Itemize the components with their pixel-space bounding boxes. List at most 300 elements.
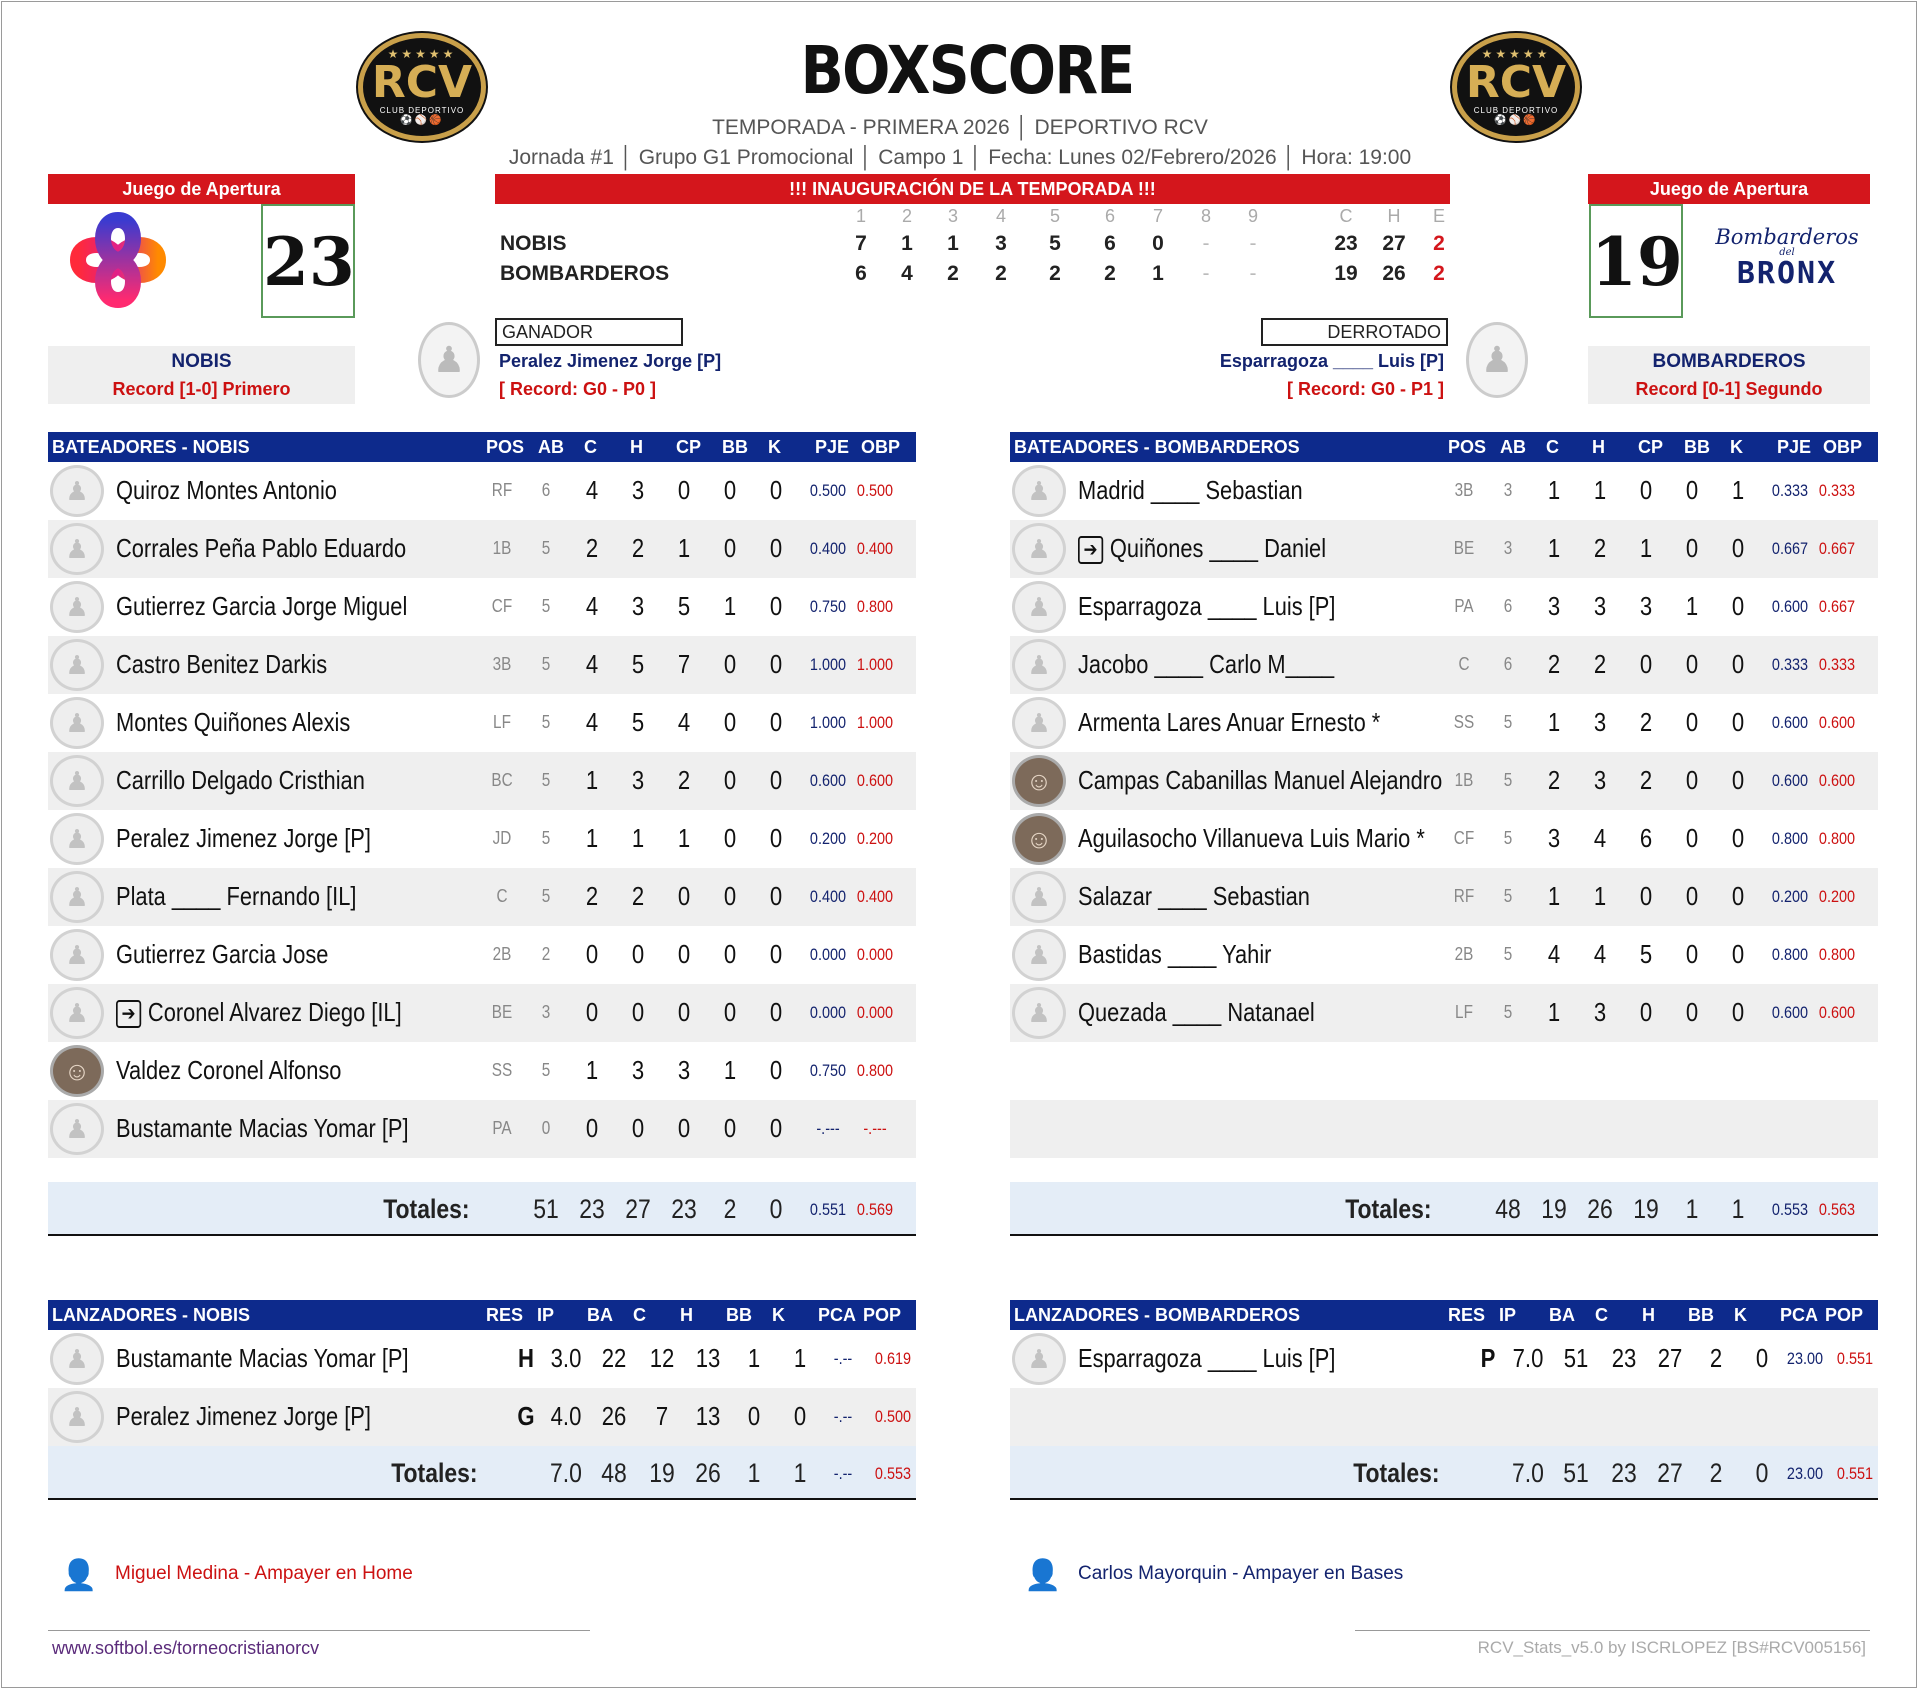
umpire-icon: 👤 bbox=[1024, 1559, 1062, 1592]
inning-header: 8 bbox=[1200, 206, 1211, 226]
column-header: K bbox=[1734, 1305, 1747, 1325]
stat-bb: 0 bbox=[1685, 649, 1699, 679]
away-batting-table bbox=[1010, 432, 1878, 1236]
stat-ab: 5 bbox=[541, 596, 551, 616]
stat-ab: 2 bbox=[541, 944, 551, 964]
table-row[interactable] bbox=[48, 752, 916, 810]
total-ab: 48 bbox=[1495, 1194, 1521, 1224]
player-name-text: Castro Benitez Darkis bbox=[116, 649, 328, 679]
total-errors: 2 bbox=[1433, 262, 1445, 285]
bronx-logo-main: BRONX bbox=[1736, 256, 1838, 291]
player-name-text: Plata ____ Fernando [IL] bbox=[116, 881, 357, 911]
column-header: C bbox=[1595, 1305, 1608, 1325]
stat-cp: 0 bbox=[677, 475, 691, 505]
player-name-text: Armenta Lares Anuar Ernesto * bbox=[1078, 707, 1381, 737]
stat-pos: CF bbox=[1453, 828, 1475, 848]
stat-c: 2 bbox=[585, 533, 599, 563]
stat-pop: 0.500 bbox=[874, 1407, 912, 1426]
stat-k: 0 bbox=[769, 823, 783, 853]
stat-cp: 0 bbox=[677, 997, 691, 1027]
stat-ab: 5 bbox=[541, 538, 551, 558]
player-avatar-icon: ♟ bbox=[1012, 581, 1066, 633]
stat-pje: 1.000 bbox=[809, 713, 847, 732]
totals-label: Totales: bbox=[1345, 1194, 1432, 1224]
player-name[interactable] bbox=[1078, 533, 1326, 564]
table-row[interactable] bbox=[48, 1042, 916, 1100]
stat-ab: 5 bbox=[1503, 770, 1513, 790]
rcv-logo-left bbox=[358, 33, 486, 141]
inning-runs: 1 bbox=[947, 232, 959, 255]
player-photo: ☺ bbox=[1012, 813, 1066, 865]
stat-k: 0 bbox=[769, 881, 783, 911]
player-name[interactable] bbox=[1078, 997, 1315, 1028]
bronx-logo-del: del bbox=[1779, 247, 1795, 258]
stat-h: 2 bbox=[631, 533, 645, 563]
player-name[interactable] bbox=[1078, 707, 1380, 738]
winner-avatar-icon: ♟ bbox=[418, 322, 480, 398]
inning-header: 6 bbox=[1104, 206, 1115, 226]
column-header: POP bbox=[1825, 1305, 1864, 1325]
stat-bb: 1 bbox=[747, 1343, 761, 1373]
empty-row bbox=[1010, 1100, 1878, 1158]
total-cp: 19 bbox=[1633, 1194, 1659, 1224]
table-row[interactable] bbox=[48, 868, 916, 926]
table-row[interactable] bbox=[1010, 984, 1878, 1042]
inning-runs: 2 bbox=[1104, 262, 1116, 285]
player-avatar-icon: ♟ bbox=[50, 929, 104, 981]
stat-pje: 0.750 bbox=[809, 597, 847, 616]
player-name[interactable] bbox=[1078, 475, 1303, 506]
stat-obp: 0.800 bbox=[1818, 945, 1856, 964]
inning-runs: - bbox=[1249, 262, 1257, 285]
inning-runs: 6 bbox=[855, 262, 867, 285]
stat-pje: 0.333 bbox=[1771, 481, 1809, 500]
total-bb: 1 bbox=[1685, 1194, 1699, 1224]
column-header: H bbox=[1592, 437, 1605, 457]
table-header bbox=[1010, 432, 1878, 462]
player-name-text: Peralez Jimenez Jorge [P] bbox=[116, 823, 371, 853]
inning-header: 7 bbox=[1152, 206, 1163, 226]
stat-pje: 0.600 bbox=[1771, 597, 1809, 616]
column-header: RES bbox=[486, 1305, 524, 1325]
stat-k: 0 bbox=[1731, 823, 1745, 853]
stat-cp: 5 bbox=[1639, 939, 1653, 969]
stat-h: 2 bbox=[631, 881, 645, 911]
table-row[interactable] bbox=[48, 1330, 916, 1388]
stat-cp: 2 bbox=[1639, 707, 1653, 737]
stat-obp: 0.600 bbox=[1818, 713, 1856, 732]
player-name[interactable] bbox=[116, 533, 406, 564]
stat-ab: 5 bbox=[541, 1060, 551, 1080]
stat-pje: 0.800 bbox=[1771, 945, 1809, 964]
player-name[interactable] bbox=[1078, 649, 1334, 680]
stat-pje: 0.750 bbox=[809, 1061, 847, 1080]
stat-k: 0 bbox=[769, 649, 783, 679]
stat-ba: 51 bbox=[1563, 1343, 1589, 1373]
stat-pje: 0.000 bbox=[809, 1003, 847, 1022]
stat-pos: CF bbox=[491, 596, 513, 616]
away-team-card bbox=[1588, 346, 1870, 404]
inning-runs: 7 bbox=[855, 232, 867, 255]
player-name-text: Campas Cabanillas Manuel Alejandro bbox=[1078, 765, 1443, 795]
total-ba: 51 bbox=[1563, 1458, 1589, 1488]
stat-bb: 1 bbox=[723, 591, 737, 621]
player-name[interactable] bbox=[116, 475, 337, 506]
stat-pos: C bbox=[1458, 654, 1470, 674]
table-row[interactable] bbox=[48, 462, 916, 520]
stat-k: 0 bbox=[769, 475, 783, 505]
table-row[interactable] bbox=[1010, 926, 1878, 984]
player-avatar-icon: ♟ bbox=[50, 987, 104, 1039]
umpire-bases: Carlos Mayorquin - Ampayer en Bases bbox=[1078, 1563, 1404, 1584]
stat-cp: 1 bbox=[677, 823, 691, 853]
total-h: 27 bbox=[1657, 1458, 1683, 1488]
column-header: OBP bbox=[861, 437, 901, 457]
player-avatar-icon: ♟ bbox=[50, 697, 104, 749]
stat-obp: 0.000 bbox=[856, 945, 894, 964]
total-pca: 23.00 bbox=[1786, 1464, 1824, 1483]
column-header: CP bbox=[676, 437, 702, 457]
stat-pos: SS bbox=[1453, 712, 1475, 732]
home-game-label: Juego de Apertura bbox=[48, 174, 355, 204]
player-name-text: Bustamante Macias Yomar [P] bbox=[116, 1343, 409, 1373]
stat-h: 3 bbox=[631, 765, 645, 795]
totals-row bbox=[1010, 1182, 1878, 1236]
inning-runs: 4 bbox=[901, 262, 913, 285]
column-header: PJE bbox=[1777, 437, 1812, 457]
stat-pca: -.-- bbox=[833, 1349, 853, 1368]
stat-obp: 0.333 bbox=[1818, 481, 1856, 500]
player-avatar-icon: ♟ bbox=[1012, 523, 1066, 575]
total-ip: 7.0 bbox=[550, 1458, 582, 1488]
stat-h: 5 bbox=[631, 649, 645, 679]
inning-runs: 1 bbox=[1152, 262, 1164, 285]
player-name[interactable] bbox=[116, 1055, 341, 1086]
stat-obp: 0.333 bbox=[1818, 655, 1856, 674]
player-avatar-icon: ♟ bbox=[1012, 639, 1066, 691]
stat-bb: 0 bbox=[1685, 823, 1699, 853]
stat-cp: 3 bbox=[1639, 591, 1653, 621]
stat-pca: 23.00 bbox=[1786, 1349, 1824, 1368]
stat-ab: 5 bbox=[541, 886, 551, 906]
stat-pos: SS bbox=[491, 1060, 513, 1080]
stat-cp: 0 bbox=[677, 939, 691, 969]
stat-k: 0 bbox=[769, 997, 783, 1027]
stat-c: 2 bbox=[1547, 649, 1561, 679]
stat-pop: 0.551 bbox=[1836, 1349, 1874, 1368]
player-avatar-icon: ♟ bbox=[1012, 465, 1066, 517]
stat-obp: 0.200 bbox=[1818, 887, 1856, 906]
player-name[interactable] bbox=[116, 881, 356, 912]
stat-k: 1 bbox=[1731, 475, 1745, 505]
column-header: PCA bbox=[818, 1305, 857, 1325]
total-header: E bbox=[1432, 206, 1445, 226]
stat-pos: 1B bbox=[492, 538, 512, 558]
table-row[interactable] bbox=[1010, 636, 1878, 694]
total-ab: 51 bbox=[533, 1194, 559, 1224]
stat-cp: 0 bbox=[1639, 881, 1653, 911]
stat-c: 1 bbox=[1547, 533, 1561, 563]
stat-ab: 5 bbox=[1503, 1002, 1513, 1022]
player-name-text: Madrid ____ Sebastian bbox=[1078, 475, 1303, 505]
player-name[interactable] bbox=[116, 591, 407, 622]
substitute-arrow-icon: ➔ bbox=[1078, 536, 1103, 564]
player-name-text: Valdez Coronel Alfonso bbox=[116, 1055, 342, 1085]
table-row[interactable] bbox=[1010, 810, 1878, 868]
inning-runs: - bbox=[1249, 232, 1257, 255]
away-score: 19 bbox=[1589, 204, 1683, 318]
table-row[interactable] bbox=[48, 1100, 916, 1158]
bronx-logo bbox=[1712, 226, 1862, 290]
player-name-text: Coronel Alvarez Diego [IL] bbox=[147, 997, 402, 1027]
player-name[interactable] bbox=[116, 1113, 409, 1144]
totals-row bbox=[48, 1446, 916, 1500]
player-avatar-icon: ♟ bbox=[1012, 987, 1066, 1039]
stat-pos: LF bbox=[493, 712, 511, 732]
total-pca: -.-- bbox=[833, 1464, 853, 1483]
table-row[interactable] bbox=[48, 520, 916, 578]
table-spacer bbox=[48, 1158, 916, 1182]
player-name-text: Bastidas ____ Yahir bbox=[1078, 939, 1272, 969]
column-header: K bbox=[768, 437, 781, 457]
player-avatar-icon: ♟ bbox=[50, 523, 104, 575]
stat-cp: 4 bbox=[677, 707, 691, 737]
stat-h: 1 bbox=[1593, 475, 1607, 505]
player-name-text: Esparragoza ____ Luis [P] bbox=[1078, 1343, 1336, 1373]
stat-obp: 0.800 bbox=[856, 1061, 894, 1080]
line-score-team: BOMBARDEROS bbox=[500, 262, 670, 285]
umpire-home: Miguel Medina - Ampayer en Home bbox=[115, 1563, 413, 1584]
stat-ip: 4.0 bbox=[550, 1401, 582, 1431]
player-name-text: Jacobo ____ Carlo M____ bbox=[1078, 649, 1335, 679]
line-score bbox=[498, 206, 1445, 292]
stat-k: 0 bbox=[1755, 1343, 1769, 1373]
table-row[interactable] bbox=[1010, 520, 1878, 578]
stat-cp: 5 bbox=[677, 591, 691, 621]
stat-cp: 7 bbox=[677, 649, 691, 679]
stat-bb: 0 bbox=[1685, 939, 1699, 969]
stat-ip: 7.0 bbox=[1512, 1343, 1544, 1373]
inning-header: 9 bbox=[1247, 206, 1258, 226]
stat-obp: 0.400 bbox=[856, 539, 894, 558]
player-name[interactable] bbox=[116, 707, 350, 738]
stat-pje: 0.400 bbox=[809, 539, 847, 558]
inning-runs: - bbox=[1202, 262, 1210, 285]
table-row[interactable] bbox=[48, 578, 916, 636]
stat-pos: RF bbox=[1453, 886, 1475, 906]
stat-bb: 0 bbox=[723, 533, 737, 563]
player-name[interactable] bbox=[1078, 881, 1310, 912]
table-row[interactable] bbox=[48, 636, 916, 694]
player-name[interactable] bbox=[116, 1343, 409, 1374]
player-name-text: Gutierrez Garcia Jose bbox=[116, 939, 329, 969]
stat-pos: PA bbox=[492, 1118, 512, 1138]
player-name[interactable] bbox=[1078, 939, 1271, 970]
table-header bbox=[1010, 1300, 1878, 1330]
player-name[interactable] bbox=[1078, 765, 1442, 796]
stat-ab: 6 bbox=[541, 480, 551, 500]
stat-pje: -.--- bbox=[816, 1119, 840, 1138]
home-pitching-table bbox=[48, 1300, 916, 1500]
inning-header: 2 bbox=[901, 206, 912, 226]
stat-h: 27 bbox=[1657, 1343, 1683, 1373]
stat-ab: 5 bbox=[541, 828, 551, 848]
table-header bbox=[48, 432, 916, 462]
stat-cp: 0 bbox=[1639, 997, 1653, 1027]
stat-obp: 0.500 bbox=[856, 481, 894, 500]
player-name-text: Quiñones ____ Daniel bbox=[1109, 533, 1327, 563]
column-header: H bbox=[680, 1305, 693, 1325]
home-batting-table bbox=[48, 432, 916, 1236]
total-obp: 0.563 bbox=[1818, 1200, 1856, 1219]
stat-res: P bbox=[1480, 1343, 1496, 1373]
player-name[interactable] bbox=[116, 1401, 371, 1432]
stat-ab: 5 bbox=[1503, 886, 1513, 906]
total-ba: 48 bbox=[601, 1458, 627, 1488]
line-score-header bbox=[498, 206, 1445, 232]
total-cp: 23 bbox=[671, 1194, 697, 1224]
stat-obp: 0.600 bbox=[1818, 1003, 1856, 1022]
stat-h: 0 bbox=[631, 1113, 645, 1143]
stat-cp: 0 bbox=[1639, 649, 1653, 679]
total-pje: 0.553 bbox=[1771, 1200, 1809, 1219]
column-header: CP bbox=[1638, 437, 1664, 457]
stat-h: 1 bbox=[1593, 881, 1607, 911]
player-name[interactable] bbox=[116, 939, 328, 970]
stat-pos: BE bbox=[1453, 538, 1475, 558]
player-name[interactable] bbox=[1078, 591, 1335, 622]
column-header: BA bbox=[1549, 1305, 1575, 1325]
stat-pje: 0.800 bbox=[1771, 829, 1809, 848]
stat-h: 3 bbox=[631, 591, 645, 621]
table-row[interactable] bbox=[1010, 752, 1878, 810]
total-c: 19 bbox=[1541, 1194, 1567, 1224]
stat-pop: 0.619 bbox=[874, 1349, 912, 1368]
line-score-team: NOBIS bbox=[500, 232, 567, 255]
stat-c: 4 bbox=[585, 475, 599, 505]
stat-k: 0 bbox=[769, 707, 783, 737]
winner-record: [ Record: G0 - P0 ] bbox=[499, 379, 657, 399]
total-header: C bbox=[1339, 206, 1353, 226]
player-avatar-icon: ♟ bbox=[50, 581, 104, 633]
page-title: BOXSCORE bbox=[800, 32, 1134, 109]
column-header: OBP bbox=[1823, 437, 1863, 457]
player-name-text: Gutierrez Garcia Jorge Miguel bbox=[116, 591, 408, 621]
table-title: LANZADORES - BOMBARDEROS bbox=[1014, 1305, 1300, 1325]
player-avatar-icon: ♟ bbox=[1012, 929, 1066, 981]
total-bb: 1 bbox=[747, 1458, 761, 1488]
total-c: 23 bbox=[1611, 1458, 1637, 1488]
stat-pos: 2B bbox=[492, 944, 512, 964]
table-row[interactable] bbox=[48, 1388, 916, 1446]
player-name-text: Montes Quiñones Alexis bbox=[116, 707, 351, 737]
player-name-text: Aguilasocho Villanueva Luis Mario * bbox=[1078, 823, 1425, 853]
stat-cp: 2 bbox=[1639, 765, 1653, 795]
stat-k: 1 bbox=[793, 1343, 807, 1373]
stat-ab: 6 bbox=[1503, 596, 1513, 616]
table-row[interactable] bbox=[48, 926, 916, 984]
stat-bb: 0 bbox=[1685, 533, 1699, 563]
stat-pje: 0.600 bbox=[809, 771, 847, 790]
footer-url[interactable]: www.softbol.es/torneocristianorcv bbox=[52, 1638, 320, 1658]
player-name[interactable] bbox=[116, 649, 327, 680]
inning-runs: - bbox=[1202, 232, 1210, 255]
column-header: C bbox=[633, 1305, 646, 1325]
stat-k: 0 bbox=[1731, 765, 1745, 795]
totals-label: Totales: bbox=[383, 1194, 470, 1224]
stat-k: 0 bbox=[769, 533, 783, 563]
total-obp: 0.569 bbox=[856, 1200, 894, 1219]
stat-k: 0 bbox=[769, 765, 783, 795]
away-team-record: Record [0-1] Segundo bbox=[1635, 379, 1823, 399]
logo-text: RCV bbox=[1465, 57, 1567, 108]
winner-label: GANADOR bbox=[495, 318, 683, 346]
stat-pje: 0.667 bbox=[1771, 539, 1809, 558]
table-row[interactable] bbox=[48, 810, 916, 868]
player-name[interactable] bbox=[1078, 1343, 1335, 1374]
stat-cp: 1 bbox=[677, 533, 691, 563]
player-photo: ☺ bbox=[1012, 755, 1066, 807]
stat-bb: 0 bbox=[1685, 881, 1699, 911]
stat-ba: 22 bbox=[601, 1343, 627, 1373]
loser-name: Esparragoza ____ Luis [P] bbox=[1219, 351, 1444, 371]
player-avatar-icon: ♟ bbox=[50, 465, 104, 517]
totals-row bbox=[48, 1182, 916, 1236]
total-runs: 19 bbox=[1334, 262, 1358, 285]
winner-name: Peralez Jimenez Jorge [P] bbox=[499, 351, 722, 371]
stat-pje: 0.600 bbox=[1771, 771, 1809, 790]
stat-c: 0 bbox=[585, 997, 599, 1027]
table-spacer bbox=[1010, 1158, 1878, 1182]
stat-cp: 0 bbox=[677, 881, 691, 911]
stat-obp: 1.000 bbox=[856, 713, 894, 732]
table-row[interactable] bbox=[48, 694, 916, 752]
player-name[interactable] bbox=[1078, 823, 1425, 854]
season-line: TEMPORADA - PRIMERA 2026 │ DEPORTIVO RCV bbox=[712, 116, 1208, 139]
table-row[interactable] bbox=[1010, 1330, 1878, 1388]
stat-ab: 5 bbox=[541, 770, 551, 790]
nobis-logo-icon bbox=[56, 208, 180, 312]
total-c: 19 bbox=[649, 1458, 675, 1488]
stat-obp: 0.400 bbox=[856, 887, 894, 906]
table-row[interactable] bbox=[48, 984, 916, 1042]
table-row[interactable] bbox=[1010, 578, 1878, 636]
total-ip: 7.0 bbox=[1512, 1458, 1544, 1488]
table-row[interactable] bbox=[1010, 868, 1878, 926]
player-name[interactable] bbox=[116, 765, 365, 796]
table-row[interactable] bbox=[1010, 694, 1878, 752]
logo-text: RCV bbox=[371, 57, 473, 108]
stat-h: 3 bbox=[1593, 997, 1607, 1027]
stat-k: 0 bbox=[1731, 707, 1745, 737]
stat-k: 0 bbox=[1731, 939, 1745, 969]
player-name-text: Quezada ____ Natanael bbox=[1078, 997, 1315, 1027]
table-row[interactable] bbox=[1010, 462, 1878, 520]
stat-bb: 0 bbox=[723, 765, 737, 795]
stat-obp: 0.667 bbox=[1818, 597, 1856, 616]
inning-runs: 6 bbox=[1104, 232, 1116, 255]
stat-bb: 0 bbox=[1685, 765, 1699, 795]
inning-runs: 5 bbox=[1049, 232, 1061, 255]
away-game-label: Juego de Apertura bbox=[1588, 174, 1870, 204]
home-score: 23 bbox=[261, 204, 355, 318]
player-name[interactable] bbox=[116, 823, 371, 854]
stat-ab: 3 bbox=[1503, 480, 1513, 500]
player-name[interactable] bbox=[116, 997, 402, 1028]
player-name-text: Quiroz Montes Antonio bbox=[116, 475, 337, 505]
stat-c: 4 bbox=[1547, 939, 1561, 969]
stat-pos: PA bbox=[1454, 596, 1474, 616]
